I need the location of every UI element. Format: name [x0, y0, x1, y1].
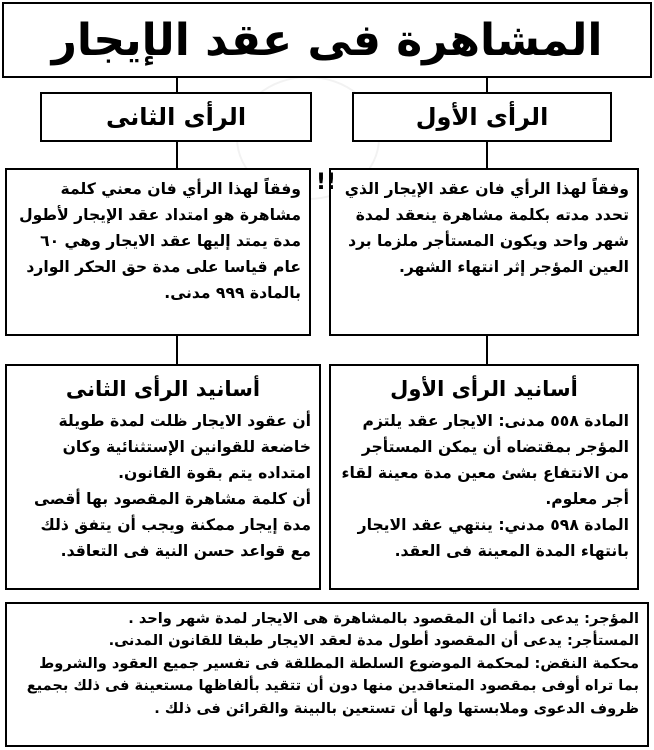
separator-mark: !! [316, 170, 337, 195]
second-grounds-point-2: أن كلمة مشاهرة المقصود بها أقصى مدة إيجار ممكنة ويجب أن يتفق ذلك مع قواعد حسن النية فى التعاقد. [34, 490, 311, 560]
connector-title-left [176, 78, 178, 92]
second-grounds-heading: أسانيد الرأى الثانى [65, 377, 261, 401]
connector-b2-b4 [176, 336, 178, 364]
connector-op2-body [176, 142, 178, 168]
summary-lessor: المؤجر: يدعى دائما أن المقصود بالمشاهرة هى الايجار لمدة شهر واحد . [128, 610, 639, 627]
second-grounds-point-1: أن عقود الايجار ظلت لمدة طويلة خاضعة للقوانين الإستثنائية وكان امتداده يتم بقوة القانون. [58, 412, 311, 482]
connector-title-right [486, 78, 488, 92]
second-opinion-header: الرأى الثانى [40, 92, 312, 142]
first-grounds-heading: أسانيد الرأى الأول [390, 377, 578, 401]
summary-box [5, 602, 649, 747]
connector-b1-b3 [486, 336, 488, 364]
second-opinion-body: وفقاً لهذا الرأي فان معني كلمة مشاهرة هو امتداد عقد الإيجار لأطول مدة يمتد إليها عقد الايجار وهي ٦٠ عام قياسا على مدة حق الحكر الوارد بالمادة ٩٩٩ مدنى. [5, 168, 311, 336]
first-grounds-article-558: المادة ٥٥٨ مدنى: الايجار عقد يلتزم المؤجر بمقتضاه أن يمكن المستأجر من الانتفاع بشئ معين مدة معينة لقاء أجر معلوم. [341, 412, 629, 508]
second-grounds-box [5, 364, 321, 590]
first-opinion-body: وفقاً لهذا الرأي فان عقد الإيجار الذي تحدد مدته بكلمة مشاهرة ينعقد لمدة شهر واحد ويكون المستأجر ملزما برد العين المؤجر إثر انتهاء الشهر. [329, 168, 639, 336]
page-title: المشاهرة فى عقد الإيجار [2, 2, 652, 78]
first-opinion-header: الرأى الأول [352, 92, 612, 142]
summary-cassation: محكمة النقض: لمحكمة الموضوع السلطة المطلقة فى تفسير جميع العقود والشروط بما تراه أوفى بمقصود المتعاقدين منها دون أن تتقيد بألفاظها مستعينة فى ذلك بجميع ظروف الدعوى وملابستها ولها أن تستعين بالبينة والقرائن فى ذلك . [26, 654, 639, 717]
first-grounds-article-598: المادة ٥٩٨ مدني: ينتهي عقد الايجار بانتهاء المدة المعينة فى العقد. [357, 516, 629, 560]
first-grounds-box [329, 364, 639, 590]
connector-op1-body [486, 142, 488, 168]
summary-tenant: المستأجر: يدعى أن المقصود أطول مدة لعقد الايجار طبقا للقانون المدنى. [108, 632, 639, 650]
